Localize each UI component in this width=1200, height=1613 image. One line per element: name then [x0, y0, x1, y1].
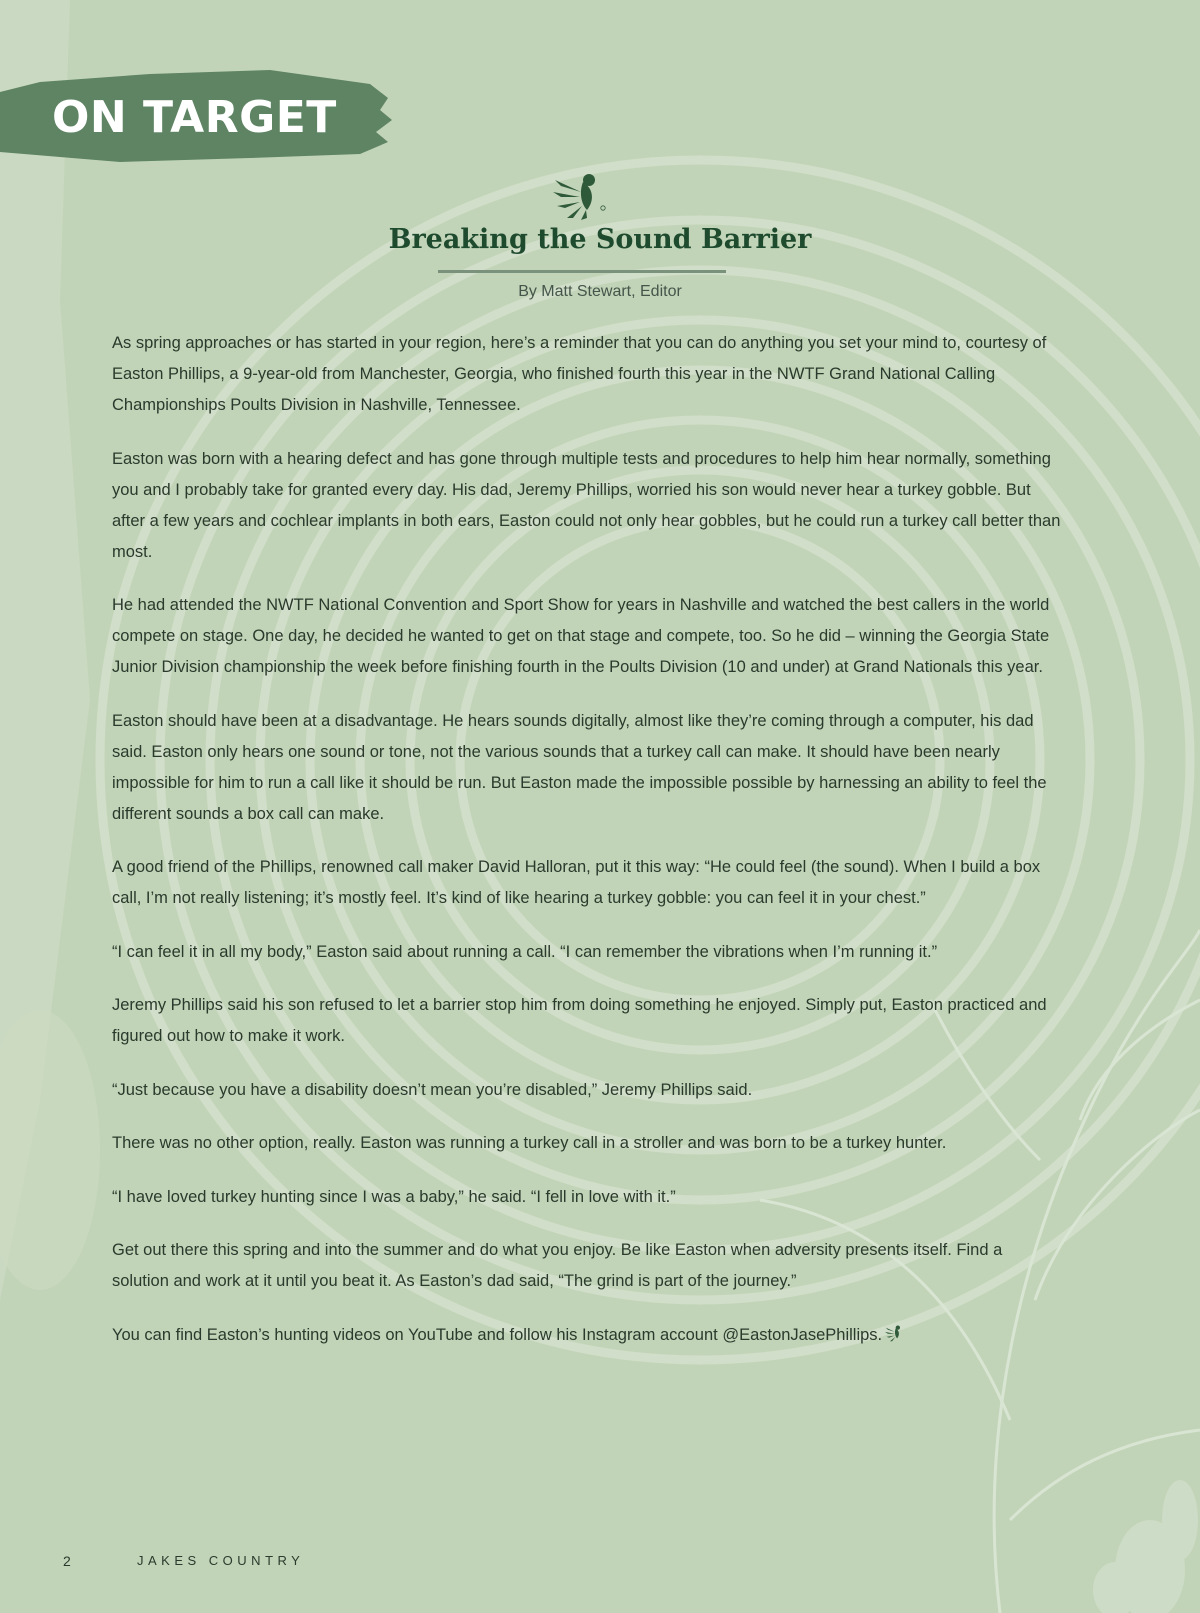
article-paragraph: Easton was born with a hearing defect and has gone through multiple tests and procedures to help him hear normally, something you and I probably take for granted every day. His dad, Jeremy Phillips, worried his son would never hear a turkey gobble. But after a few years and cochlear implants in both ears, Easton could not only hear gobbles, but he could run a turkey call better than most.: [112, 449, 1061, 561]
article-paragraph: As spring approaches or has started in your region, here’s a reminder that you can do anything you set your mind to, courtesy of Easton Phillips, a 9-year-old from Manchester, Georgia, who finished fourth this year in the NWTF Grand National Calling Championships Poults Division in Nashville, Tennessee.: [112, 334, 1047, 414]
publication-name: JAKES COUNTRY: [137, 1553, 305, 1568]
headline-divider: [438, 270, 726, 273]
article-paragraph: A good friend of the Phillips, renowned call maker David Halloran, put it this way: “He could feel (the sound). When I build a box call, I’m not really listening; it’s mostly feel. It’s kind of like hearing a turkey gobble: you can feel it in your chest.”: [112, 858, 1041, 907]
article-paragraph: Get out there this spring and into the summer and do what you enjoy. Be like Easton when adversity presents itself. Find a solution and work at it until you beat it. As Easton’s dad said, “The grind is part of the journey.”: [112, 1241, 1003, 1290]
article-body: [112, 328, 1062, 1373]
article-byline: By Matt Stewart, Editor: [518, 283, 682, 300]
page-number: 2: [63, 1553, 71, 1569]
article-paragraph: “Just because you have a disability doesn’t mean you’re disabled,” Jeremy Phillips said.: [112, 1080, 753, 1099]
article-final-paragraph: [112, 1320, 1062, 1351]
end-mark-turkey-icon: [885, 1324, 905, 1342]
article-paragraph: Easton should have been at a disadvantage. He hears sounds digitally, almost like they’re coming through a computer, his dad said. Easton only hears one sound or tone, not the various sounds that a turkey call can make. It should have been nearly impossible for him to run a call like it should be run. But Easton made the impossible possible by harnessing an ability to feel the different sounds a box call can make.: [112, 711, 1047, 823]
article-paragraph-text: You can find Easton’s hunting videos on YouTube and follow his Instagram account @EastonJasePhillips.: [112, 1325, 883, 1344]
jakes-turkey-logo-icon: [553, 170, 609, 220]
article-headline: Breaking the Sound Barrier: [388, 224, 812, 255]
article-paragraph: “I can feel it in all my body,” Easton said about running a call. “I can remember the vibrations when I’m running it.”: [112, 942, 938, 961]
article-paragraph: He had attended the NWTF National Convention and Sport Show for years in Nashville and watched the best callers in the world compete on stage. One day, he decided he wanted to get on that stage and compete, too. So he did – winning the Georgia State Junior Division championship the week before finishing fourth in the Poults Division (10 and under) at Grand Nationals this year.: [112, 596, 1050, 676]
article-paragraph: There was no other option, really. Easton was running a turkey call in a stroller and was born to be a turkey hunter.: [112, 1134, 947, 1152]
article-paragraph: “I have loved turkey hunting since I was a baby,” he said. “I fell in love with it.”: [112, 1187, 676, 1206]
section-title: ON TARGET: [52, 92, 337, 143]
article-paragraph: Jeremy Phillips said his son refused to let a barrier stop him from doing something he enjoyed. Simply put, Easton practiced and figured out how to make it work.: [112, 996, 1047, 1045]
